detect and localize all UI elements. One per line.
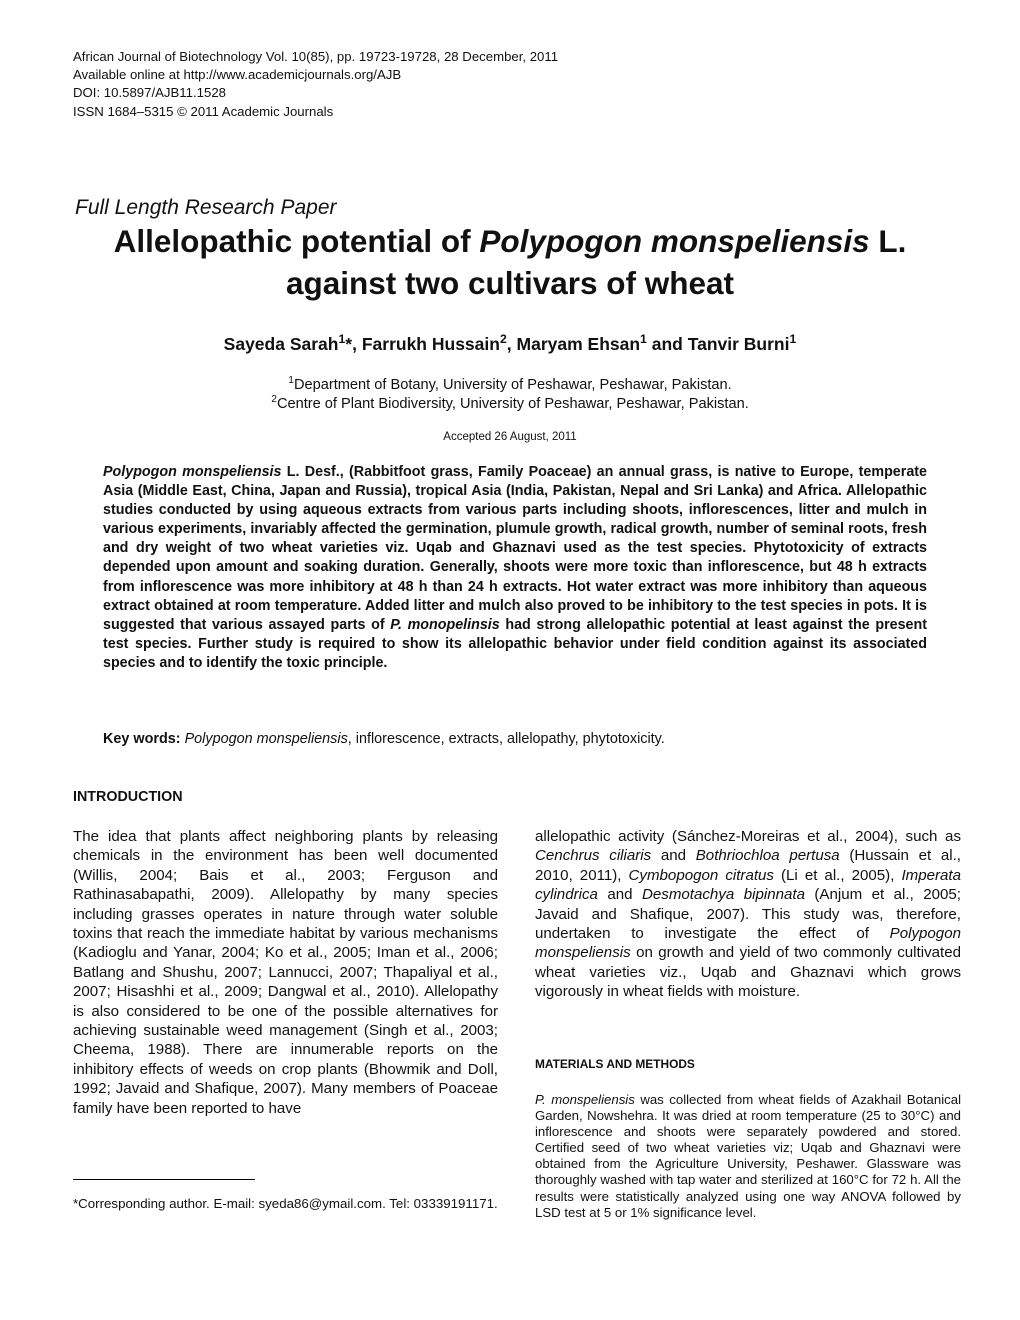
- keywords-label: Key words:: [103, 731, 181, 747]
- author: Maryam Ehsan: [516, 334, 641, 354]
- abstract: Polypogon monspeliensis L. Desf., (Rabbitfoot grass, Family Poaceae) an annual grass, is native to Europe, temperate Asia (Middle East, China, Japan and Russia), tropical Asia (India, Pakistan, Nepal and Sri Lanka) and Africa. Allelopathic studies conducted by using aqueous extracts from various parts including shoots, inflorescences, litter and mulch in various experiments, invariably affected the germination, plumule growth, radical growth, number of seminal roots, fresh and dry weight of two wheat varieties viz. Uqab and Ghaznavi used as the test species. Phytotoxicity of extracts depended upon amount and soaking duration. Generally, shoots were more toxic than inflorescence, but 48 h extracts from inflorescence was more inhibitory at 48 h than 24 h extracts. Hot water extract was more inhibitory than aqueous extract obtained at room temperature. Added litter and mulch also proved to be inhibitory to the test species in pots. It is suggested that various assayed parts of P. monopelinsis had strong allelopathic potential at least against the present test species. Further study is required to show its allelopathic behavior under field condition against its associated species and to identify the toxic principle.: [103, 464, 927, 671]
- introduction-left-column: [73, 827, 498, 1118]
- methods-heading: MATERIALS AND METHODS: [535, 1057, 695, 1071]
- affiliation: $^2$Centre of Plant Biodiversity, University of Peshawar, Peshawar, Pakistan.: [271, 394, 749, 412]
- abstract-species-2: P. monopelinsis: [390, 616, 500, 633]
- accepted-date: Accepted 26 August, 2011: [443, 431, 577, 443]
- issn: ISSN 1684–5315 © 2011 Academic Journals: [73, 103, 334, 119]
- doi: DOI: 10.5897/AJB11.1528: [73, 85, 226, 101]
- paper-title: Allelopathic potential of Polypogon monspeliensis L. against two cultivars of wheat: [113, 223, 907, 301]
- author: Farrukh Hussain: [361, 334, 500, 354]
- author: Tanvir Burni: [687, 334, 790, 354]
- keywords: Key words: Polypogon monspeliensis, inflorescence, extracts, allelopathy, phytotoxicity.: [103, 731, 665, 747]
- journal-citation: African Journal of Biotechnology Vol. 10(85), pp. 19723-19728, 28 December, 2011: [73, 49, 559, 64]
- introduction-heading: INTRODUCTION: [73, 789, 183, 805]
- introduction-paragraph: The idea that plants affect neighboring plants by releasing chemicals in the environment has been well documented (Willis, 2004; Bais et al., 2003; Ferguson and Rathinasabapathi, 2009). Allelopathy by many species including grasses operates in nature through water soluble toxins that reach the immediate habitat by various mechanisms (Kadioglu and Yanar, 2004; Ko et al., 2005; Iman et al., 2006; Batlang and Shushu, 2007; Lannucci, 2007; Thapaliyal et al., 2007; Hisashhi et al., 2009; Dangwal et al., 2010). Allelopathy is also considered to be one of the possible alternatives for achieving sustainable weed management (Singh et al., 2003; Cheema, 1988). There are innumerable reports on the inhibitory effects of weeds on crop plants (Bhowmik and Doll, 1992; Javaid and Shafique, 2007). Many members of Poaceae family have been reported to have: [73, 828, 498, 1117]
- paper-type: Full Length Research Paper: [75, 196, 337, 219]
- author: Sayeda Sarah: [223, 334, 339, 354]
- affiliation: $^1$Department of Botany, University of Peshawar, Peshawar, Pakistan.: [288, 375, 732, 393]
- introduction-right-column: allelopathic activity (Sánchez-Moreiras et al., 2004), such as Cenchrus ciliaris and Bothriochloa pertusa (Hussain et al., 2010, 2011), Cymbopogon citratus (Li et al., 2005), Imperata cylindrica and Desmotachya bipinnata (Anjum et al., 2005; Javaid and Shafique, 2007). This study was, therefore, undertaken to investigate the effect of Polypogon monspeliensis on growth and yield of two commonly cultivated wheat varieties viz., Uqab and Ghaznavi which grows vigorously in wheat fields with moisture.: [535, 828, 962, 1001]
- author-list: Sayeda Sarah$^1$*, Farrukh Hussain$^2$, Maryam Ehsan$^1$ and Tanvir Burni$^1$: [223, 332, 797, 354]
- methods-paragraph: P. monspeliensis was collected from wheat fields of Azakhail Botanical Garden, Nowshehra. It was dried at room temperature (25 to 30°C) and inflorescence and shoots were separately powdered and stored. Certified seed of two wheat varieties viz; Uqab and Ghaznavi were obtained from the Agriculture University, Peshawer. Glassware was thoroughly washed with tap water and sterilized at 160°C for 72 h. All the results were statistically analyzed using one way ANOVA followed by LSD test at 5 or 1% significance level.: [535, 1092, 962, 1220]
- abstract-species: Polypogon monspeliensis: [103, 464, 282, 480]
- journal-header: [73, 48, 558, 121]
- title-species: Polypogon monspeliensis: [479, 223, 870, 259]
- corresponding-author-footnote: *Corresponding author. E-mail: syeda86@ymail.com. Tel: 03339191171.: [73, 1196, 498, 1211]
- footnote-divider: [73, 1179, 255, 1180]
- journal-url: Available online at http://www.academicjournals.org/AJB: [73, 67, 402, 83]
- affiliations: [60, 376, 960, 414]
